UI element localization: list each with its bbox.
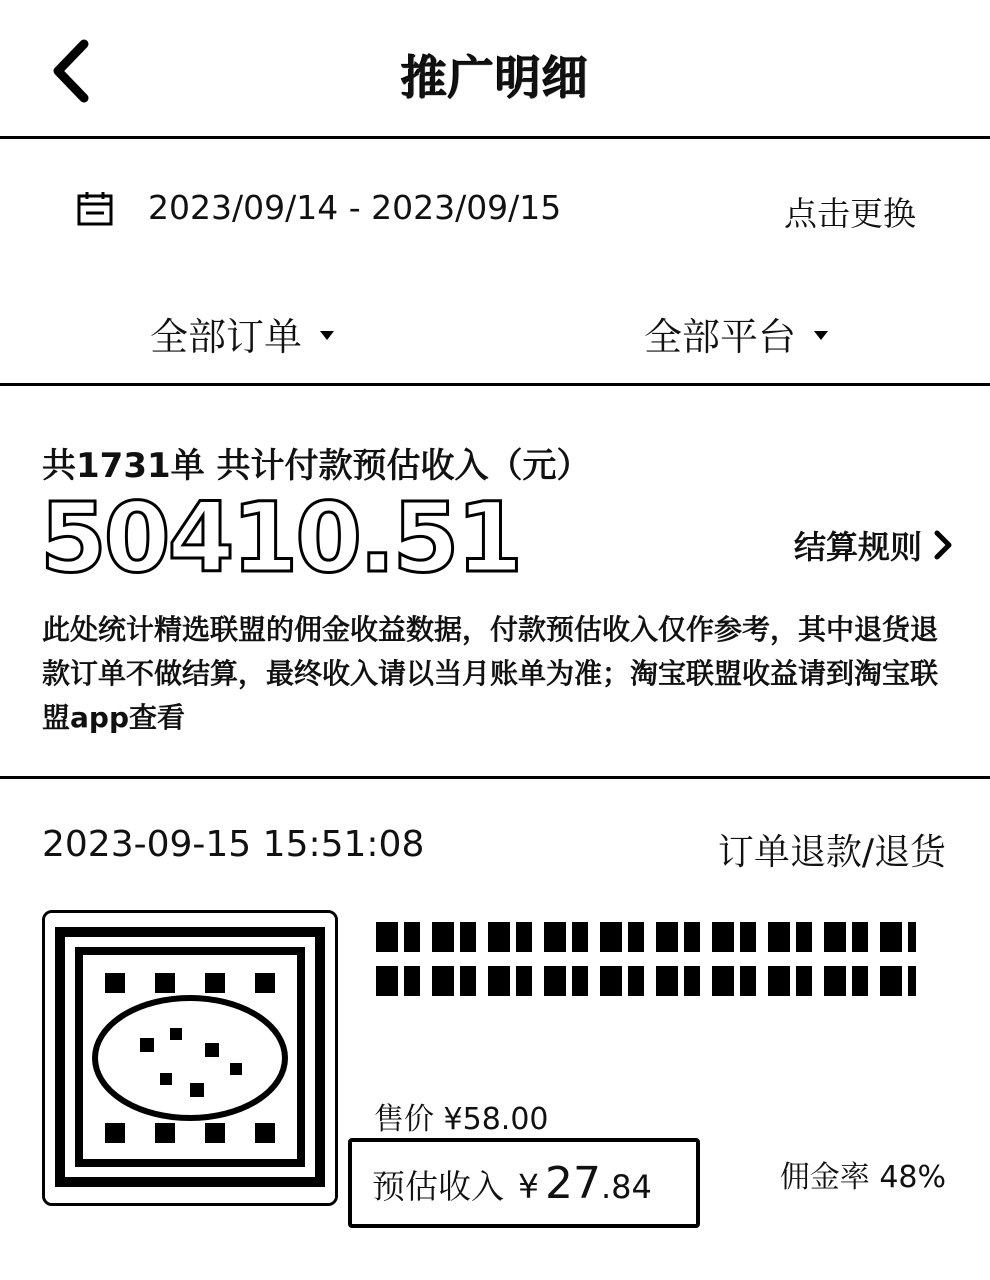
product-image [45,913,335,1203]
commission-rate [780,1152,946,1196]
settlement-rules-link[interactable] [794,522,954,568]
notice-text: 此处统计精选联盟的佣金收益数据，付款预估收入仅作参考，其中退货退款订单不做结算，最终收入请以当月账单为准；淘宝联盟收益请到淘宝联盟app查看 [42,613,939,734]
sale-price-value: ¥58.00 [443,1102,549,1137]
calendar-icon [76,190,114,228]
filter-divider [0,383,990,386]
summary-divider [0,776,990,779]
product-title-redacted[interactable] [376,922,916,1010]
change-date-button[interactable]: 点击更换 [784,194,916,233]
redacted-line [376,922,916,952]
platform-filter-dropdown[interactable] [644,306,828,361]
redacted-line [376,966,916,996]
sale-price [374,1094,549,1138]
summary-label: 共1731单 共计付款预估收入（元） [42,446,591,486]
order-filter-label: 全部订单 [150,315,303,359]
caret-down-icon [814,331,828,340]
summary-amount: 50410.51 [40,482,521,594]
income-integer: 27 [545,1158,601,1209]
date-range[interactable]: 2023/09/14 - 2023/09/15 [148,188,562,227]
chevron-right-icon [932,529,954,561]
order-time: 2023-09-15 15:51:08 [42,824,425,865]
order-filter-dropdown[interactable] [150,306,334,361]
estimated-income-label: 预估收入 [372,1167,504,1206]
commission-rate-value: 48% [879,1160,946,1195]
income-currency: ¥ [518,1167,539,1206]
income-decimal: .84 [601,1168,652,1206]
settlement-rules-label: 结算规则 [793,528,922,566]
order-status: 订单退款/退货 [717,832,946,873]
caret-down-icon [320,331,334,340]
sale-price-label: 售价 [374,1102,434,1137]
header-divider [0,136,990,139]
page-title: 推广明细 [401,51,589,105]
product-thumbnail[interactable] [42,910,338,1206]
commission-rate-label: 佣金率 [779,1160,870,1195]
platform-filter-label: 全部平台 [644,315,797,359]
estimated-income [372,1158,652,1209]
